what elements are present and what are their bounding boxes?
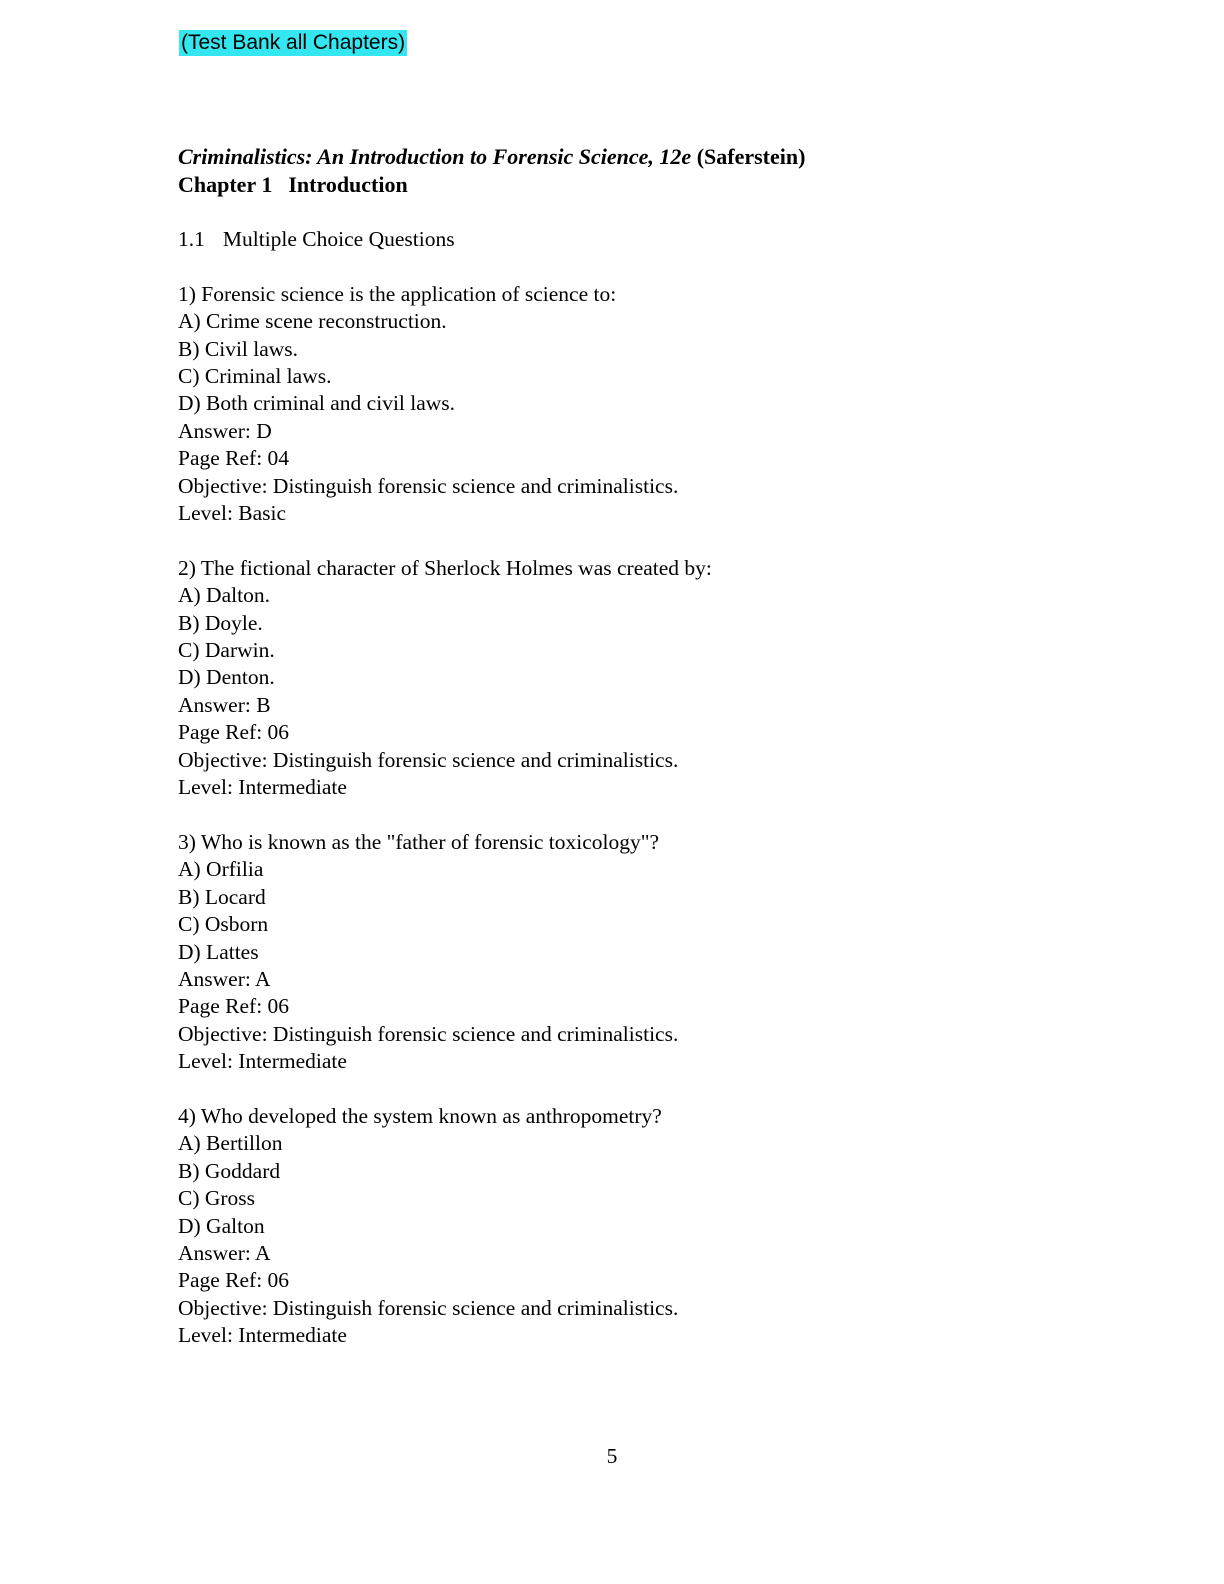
book-title: Criminalistics: An Introduction to Forensic Science, 12e [178, 144, 692, 169]
answer: Answer: B [178, 692, 271, 717]
question-prompt: 4) Who developed the system known as anthropometry? [178, 1103, 662, 1128]
option-a: A) Dalton. [178, 583, 270, 608]
test-bank-banner: (Test Bank all Chapters) [181, 31, 406, 54]
objective: Objective: Distinguish forensic science and criminalistics. [178, 747, 679, 772]
question-4 [178, 1103, 1078, 1350]
option-b: B) Locard [178, 884, 266, 909]
option-c: C) Gross [178, 1186, 256, 1211]
book-author: (Saferstein) [696, 144, 806, 169]
question-1 [178, 281, 1078, 528]
page-ref: Page Ref: 04 [178, 446, 290, 471]
option-a: A) Bertillon [178, 1131, 283, 1156]
question-prompt: 1) Forensic science is the application of science to: [178, 281, 617, 306]
chapter-label: Chapter 1 [178, 172, 273, 197]
option-d: D) Galton [178, 1213, 265, 1238]
option-d: D) Lattes [178, 939, 259, 964]
page-ref: Page Ref: 06 [178, 720, 290, 745]
question-2 [178, 555, 1078, 802]
objective: Objective: Distinguish forensic science and criminalistics. [178, 1295, 679, 1320]
page-number: 5 [606, 1444, 618, 1468]
question-prompt: 2) The fictional character of Sherlock Holmes was created by: [178, 555, 712, 580]
option-c: C) Osborn [178, 912, 269, 937]
chapter-heading [178, 171, 1078, 199]
page-ref: Page Ref: 06 [178, 994, 290, 1019]
objective: Objective: Distinguish forensic science and criminalistics. [178, 473, 679, 498]
answer: Answer: A [178, 966, 271, 991]
page-ref: Page Ref: 06 [178, 1268, 290, 1293]
option-c: C) Criminal laws. [178, 364, 332, 389]
chapter-name: Introduction [288, 172, 408, 197]
level: Level: Intermediate [178, 1323, 347, 1348]
section-number: 1.1 [178, 227, 205, 251]
option-c: C) Darwin. [178, 638, 275, 663]
question-3 [178, 829, 1078, 1076]
option-d: D) Denton. [178, 665, 275, 690]
objective: Objective: Distinguish forensic science and criminalistics. [178, 1021, 679, 1046]
section-heading [178, 226, 1078, 253]
section-title: Multiple Choice Questions [222, 227, 455, 251]
option-b: B) Civil laws. [178, 336, 299, 361]
option-a: A) Crime scene reconstruction. [178, 309, 447, 334]
option-a: A) Orfilia [178, 857, 264, 882]
option-b: B) Goddard [178, 1158, 281, 1183]
answer: Answer: A [178, 1240, 271, 1265]
document-body [178, 143, 1078, 1350]
level: Level: Basic [178, 501, 287, 526]
level: Level: Intermediate [178, 1049, 347, 1074]
level: Level: Intermediate [178, 775, 347, 800]
answer: Answer: D [178, 418, 272, 443]
book-title-line [178, 143, 1078, 171]
question-prompt: 3) Who is known as the "father of forensic toxicology"? [178, 829, 660, 854]
option-d: D) Both criminal and civil laws. [178, 391, 456, 416]
option-b: B) Doyle. [178, 610, 263, 635]
